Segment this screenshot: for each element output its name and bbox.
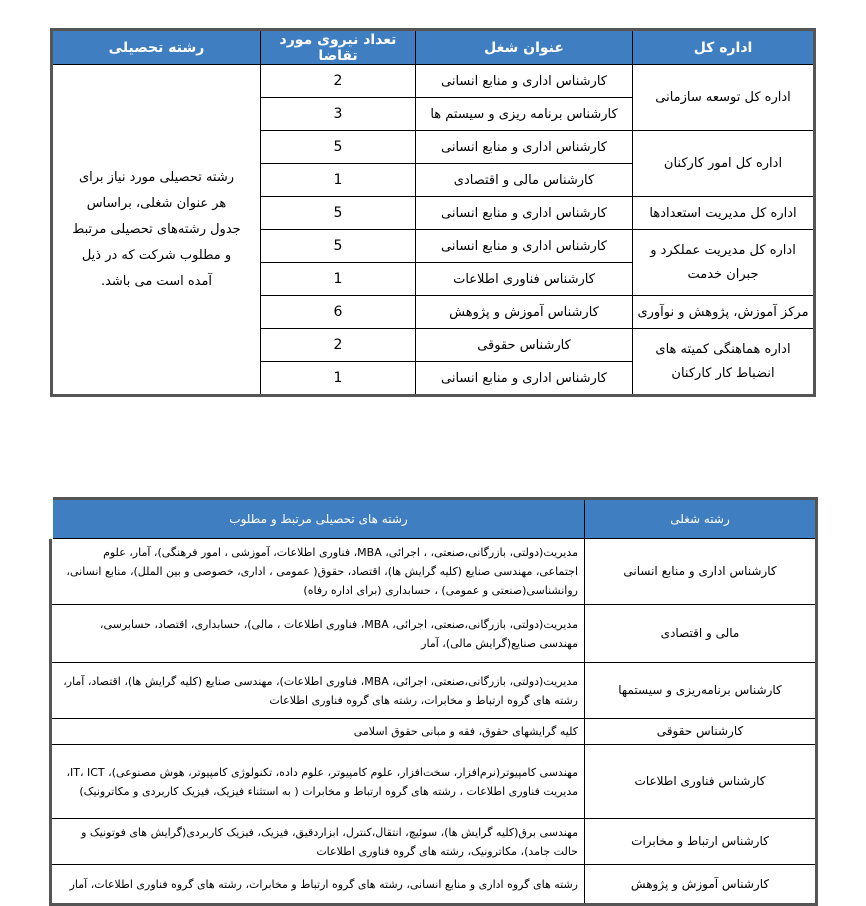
job-field-cell: مالی و اقتصادی — [585, 605, 817, 663]
related-fields-cell: مدیریت(دولتی، بازرگانی،صنعتی، اجرائی، MBA، فناوری اطلاعات ، مالی)، حسابداری، اقتصاد، حسابرسی، مهندسی صنایع(گرایش مالی)، آمار — [51, 605, 585, 663]
related-fields-cell: کلیه گرایشهای حقوق، فقه و مبانی حقوق اسلامی — [51, 719, 585, 745]
job-field-cell: کارشناس برنامه‌ریزی و سیستمها — [585, 663, 817, 719]
job-cell: کارشناس فناوری اطلاعات — [416, 263, 633, 296]
dept-cell: اداره کل امور کارکنان — [633, 131, 815, 197]
table-row — [51, 745, 817, 819]
job-cell: کارشناس اداری و منابع انسانی — [416, 65, 633, 98]
header-count: تعداد نیروی مورد تقاضا — [261, 30, 416, 65]
related-fields-cell: مدیریت(دولتی، بازرگانی،صنعتی، ، اجرائی، MBA، فناوری اطلاعات، آموزشی ، امور فرهنگی)، آمار، علوم اجتماعی، مهندسی صنایع (کلیه گرایش ها)، اقتصاد، حقوق( عمومی ، اداری، خصوصی و بین الملل)، منابع انسانی، روانشناسی(صنعتی و عمومی) ، حسابداری (برای اداره رفاه) — [51, 539, 585, 605]
count-cell: 2 — [261, 329, 416, 362]
table-row — [51, 605, 817, 663]
header-field: رشته تحصیلی — [52, 30, 261, 65]
table-header-row — [51, 499, 817, 539]
job-cell: کارشناس اداری و منابع انسانی — [416, 362, 633, 396]
table-row — [51, 663, 817, 719]
count-cell: 3 — [261, 98, 416, 131]
dept-cell: اداره هماهنگی کمیته های انضباط کار کارکنان — [633, 329, 815, 396]
count-cell: 1 — [261, 263, 416, 296]
count-cell: 1 — [261, 362, 416, 396]
job-cell: کارشناس اداری و منابع انسانی — [416, 197, 633, 230]
job-cell: کارشناس اداری و منابع انسانی — [416, 230, 633, 263]
count-cell: 1 — [261, 164, 416, 197]
job-cell: کارشناس حقوقی — [416, 329, 633, 362]
count-cell: 5 — [261, 131, 416, 164]
related-fields-cell: مهندسی کامپیوتر(نرم‌افزار، سخت‌افزار، علوم کامپیوتر، علوم داده، تکنولوژی کامپیوتر، هوش مصنوعی)، IT، ICT، مدیریت فناوری اطلاعات ، رشته های گروه ارتباط و مخابرات ( به استثناء فیزیک، فیزیک کاربردی و مکاترونیک) — [51, 745, 585, 819]
count-cell: 2 — [261, 65, 416, 98]
job-field-cell: کارشناس ارتباط و مخابرات — [585, 819, 817, 865]
count-cell: 5 — [261, 197, 416, 230]
job-field-cell: کارشناس حقوقی — [585, 719, 817, 745]
count-cell: 6 — [261, 296, 416, 329]
header-job: عنوان شغل — [416, 30, 633, 65]
header-related-fields: رشته های تحصیلی مرتبط و مطلوب — [51, 499, 585, 539]
job-cell: کارشناس مالی و اقتصادی — [416, 164, 633, 197]
dept-cell: مرکز آموزش، پژوهش و نوآوری — [633, 296, 815, 329]
dept-cell: اداره کل توسعه سازمانی — [633, 65, 815, 131]
related-fields-cell: مهندسی برق(کلیه گرایش ها)، سوئیچ، انتقال،کنترل، ابزاردقیق، فیزیک، فیزیک کاربردی(گرایش های فوتونیک و حالت جامد)، مکاترونیک، رشته های گروه فناوری اطلاعات — [51, 819, 585, 865]
job-field-cell: کارشناس فناوری اطلاعات — [585, 745, 817, 819]
job-field-cell: کارشناس آموزش و پژوهش — [585, 865, 817, 905]
header-dept: اداره کل — [633, 30, 815, 65]
table-row — [52, 65, 815, 98]
field-note-cell: رشته تحصیلی مورد نیاز برای هر عنوان شغلی، براساس جدول رشته‌های تحصیلی مرتبط و مطلوب شرکت که در ذیل آمده است می باشد. — [52, 65, 261, 396]
related-fields-cell: رشته های گروه اداری و منابع انسانی، رشته های گروه ارتباط و مخابرات، رشته های گروه فناوری اطلاعات، آمار — [51, 865, 585, 905]
table-row — [51, 719, 817, 745]
job-cell: کارشناس آموزش و پژوهش — [416, 296, 633, 329]
table-row — [51, 865, 817, 905]
header-job-field: رشته شغلی — [585, 499, 817, 539]
dept-cell: اداره کل مدیریت استعدادها — [633, 197, 815, 230]
table-row — [51, 539, 817, 605]
job-cell: کارشناس برنامه ریزی و سیستم ها — [416, 98, 633, 131]
dept-cell: اداره کل مدیریت عملکرد و جبران خدمت — [633, 230, 815, 296]
count-cell: 5 — [261, 230, 416, 263]
job-cell: کارشناس اداری و منابع انسانی — [416, 131, 633, 164]
job-field-cell: کارشناس اداری و منابع انسانی — [585, 539, 817, 605]
table-header-row — [52, 30, 815, 65]
related-fields-cell: مدیریت(دولتی، بازرگانی،صنعتی، اجرائی، MBA، فناوری اطلاعات)، مهندسی صنایع (کلیه گرایش ها)، اقتصاد، آمار، رشته های گروه ارتباط و مخابرات، رشته های گروه فناوری اطلاعات — [51, 663, 585, 719]
job-demand-table — [50, 28, 816, 397]
related-fields-table — [48, 497, 818, 906]
table-row — [51, 819, 817, 865]
